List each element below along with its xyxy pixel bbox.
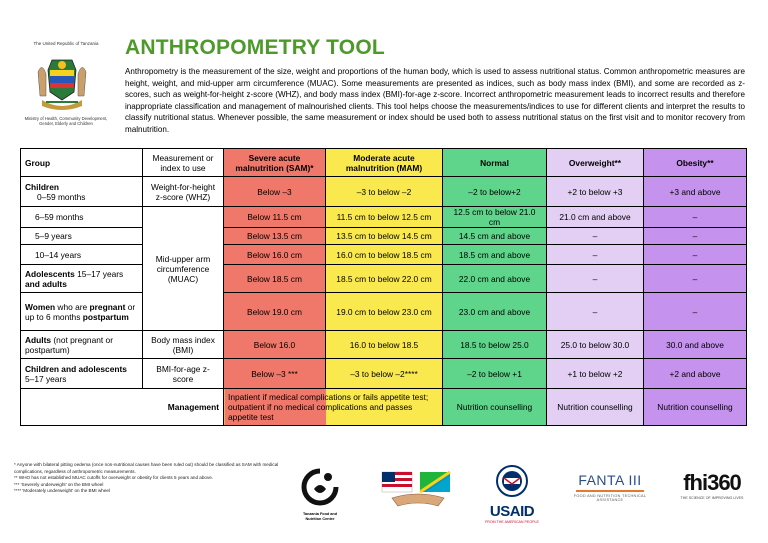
management-label: Management [21,389,224,426]
management-overweight: Nutrition counselling [547,389,644,426]
obesity-cell: – [644,293,747,331]
tanzania-coat-of-arms-icon [32,52,92,114]
sam-cell: Below 19.0 cm [224,293,326,331]
footnote: **** 'Moderately underweight' on the BMI wheel [14,488,110,494]
table-row-women [21,293,747,331]
management-normal: Nutrition counselling [443,389,547,426]
table-row-6-59-months [21,207,747,228]
footnote: * Anyone with bilateral pitting oedema (once non-nutritional causes have been ruled out) should be classified as SAM with medical complications, regardless of anthropometric measurements. [14,462,279,474]
group-label: Adults [25,334,52,345]
group-text: (not pregnant or postpartum) [25,334,113,355]
obesity-cell: – [644,228,747,245]
group-label: Women [25,301,56,312]
measure-cell: Body mass index (BMI) [143,331,224,359]
usaid-tagline: FROM THE AMERICAN PEOPLE [485,520,539,524]
sam-cell: Below 16.0 [224,331,326,359]
tfnc-caption: Tanzania Food and Nutrition Centre [302,512,338,521]
group-sub: 0–59 months [37,191,86,202]
obesity-cell: – [644,245,747,265]
management-obesity: Nutrition counselling [644,389,747,426]
anthropometry-table [20,148,747,426]
mam-cell: 11.5 cm to below 12.5 cm [326,207,443,228]
sam-cell: Below 13.5 cm [224,228,326,245]
normal-cell: –2 to below+2 [443,177,547,207]
fanta-divider [576,490,644,492]
government-caption: The United Republic of Tanzania [33,41,99,46]
group-label: Adolescents [25,268,75,279]
fanta-wordmark: FANTA III [578,472,642,488]
fanta-logo [568,472,652,518]
group-cell: 10–14 years [21,245,143,265]
obesity-cell: – [644,265,747,293]
table-row-adolescents [21,265,747,293]
intro-paragraph: Anthropometry is the measurement of the size, weight and proportions of the human body, which is used to assess nutritional status. Common anthropometric measures are height, weight, and mid-upper arm circumference (MUAC). Some measurements are presented as indices, such as body mass index (BMI), and some are recorded as z-scores, such as weight-for-height z-score (WHZ), and body mass index (BMI)-for-age z-score. Incorrect anthropometric measurement leads to incorrect results and therefore inappropriate classification and management of malnourished clients. This tool helps choose the measurements/indices to use for different clients and interpret the results to classify nutritional status. Whenever possible, the same measurement or index should be used both to assess nutritional status on the first visit and to monitor recovery from malnutrition. [125,67,745,134]
usaid-text: USAID [489,503,535,520]
sam-cell: Below –3 [224,177,326,207]
footnotes [14,462,294,495]
table-row-management [21,389,747,426]
fanta-subtitle: FOOD AND NUTRITION TECHNICAL ASSISTANCE [573,494,647,502]
group-cell [21,359,143,389]
normal-cell: 22.0 cm and above [443,265,547,293]
group-text: who are [55,301,90,312]
normal-cell: 12.5 cm to below 21.0 cm [443,207,547,228]
normal-cell: –2 to below +1 [443,359,547,389]
footnote: ** WHO has not established MUAC cutoffs for overweight or obesity for clients 5 years and above. [14,475,214,481]
table-row-children [21,177,747,207]
header-sam: Severe acute malnutrition (SAM)* [224,149,326,177]
obesity-cell: +3 and above [644,177,747,207]
overweight-cell: – [547,245,644,265]
overweight-cell: – [547,265,644,293]
table-header-row [21,149,747,177]
measure-cell: Weight-for-height z-score (WHZ) [143,177,224,207]
header-mam: Moderate acute malnutrition (MAM) [326,149,443,177]
normal-cell: 14.5 cm and above [443,228,547,245]
group-label-2: and adults [25,278,67,289]
group-text: 15–17 years [74,268,124,279]
overweight-cell: +1 to below +2 [547,359,644,389]
flags-handshake-icon [378,468,458,510]
header-measure: Measurement or index to use [143,149,224,177]
group-label-2: pregnant [89,301,126,312]
group-sub: 5–17 years [25,373,67,384]
table-row-children-adolescents [21,359,747,389]
measure-cell: BMI-for-age z-score [143,359,224,389]
header-normal: Normal [443,149,547,177]
group-cell [21,331,143,359]
mam-cell: 18.5 cm to below 22.0 cm [326,265,443,293]
footnote: *** 'Severely underweight' on the BMI wheel [14,481,104,487]
group-label-3: postpartum [82,311,129,322]
page-title: ANTHROPOMETRY TOOL [125,36,385,59]
group-cell [21,177,143,207]
overweight-cell: – [547,293,644,331]
group-cell: 6–59 months [21,207,143,228]
group-cell [21,293,143,331]
ministry-caption: Ministry of Health, Community Development, Gender, Elderly and Children [24,116,108,126]
header-overweight: Overweight** [547,149,644,177]
table-row-adults [21,331,747,359]
mam-cell: 16.0 cm to below 18.5 cm [326,245,443,265]
table-row-5-9-years [21,228,747,245]
header-group: Group [21,149,143,177]
obesity-cell: – [644,207,747,228]
tfnc-logo [300,467,340,525]
mam-cell: 19.0 cm to below 23.0 cm [326,293,443,331]
fhi360-wordmark: fhi360 [683,470,741,495]
usaid-logo [484,464,540,528]
overweight-cell: – [547,228,644,245]
mam-cell: 13.5 cm to below 14.5 cm [326,228,443,245]
overweight-cell: +2 to below +3 [547,177,644,207]
fhi360-logo [676,470,748,520]
mam-cell: –3 to below –2 [326,177,443,207]
mam-cell: –3 to below –2**** [326,359,443,389]
tfnc-logo-icon [300,467,340,507]
group-label: Children [25,181,59,192]
usaid-seal-icon [484,464,540,498]
fhi360-subtitle: THE SCIENCE OF IMPROVING LIVES [680,496,744,500]
group-cell: 5–9 years [21,228,143,245]
group-label: Children and adolescents [25,363,127,374]
management-sam-mam: Inpatient if medical complications or fails appetite test; outpatient if no medical complications and passes appetite test [224,389,443,426]
overweight-cell: 21.0 cm and above [547,207,644,228]
obesity-cell: +2 and above [644,359,747,389]
usaid-wordmark [484,503,540,520]
sam-cell: Below –3 *** [224,359,326,389]
mam-cell: 16.0 to below 18.5 [326,331,443,359]
group-cell [21,265,143,293]
overweight-cell: 25.0 to below 30.0 [547,331,644,359]
table-row-10-14-years [21,245,747,265]
measure-cell-muac: Mid-upper arm circumference (MUAC) [143,207,224,331]
sam-cell: Below 16.0 cm [224,245,326,265]
normal-cell: 18.5 to below 25.0 [443,331,547,359]
group-text-2: or up to 6 months [25,301,136,322]
obesity-cell: 30.0 and above [644,331,747,359]
sam-cell: Below 11.5 cm [224,207,326,228]
normal-cell: 18.5 cm and above [443,245,547,265]
sam-cell: Below 18.5 cm [224,265,326,293]
header-obesity: Obesity** [644,149,747,177]
normal-cell: 23.0 cm and above [443,293,547,331]
